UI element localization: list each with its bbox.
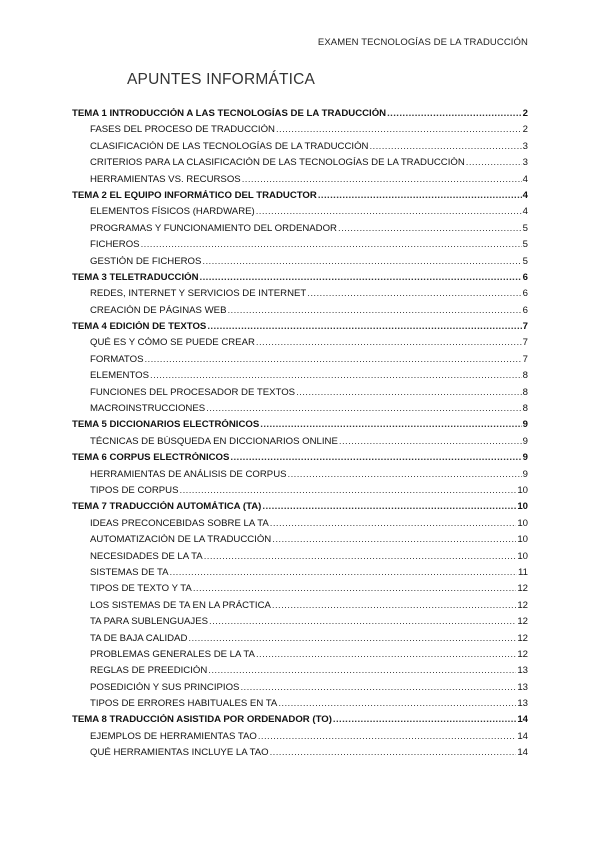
toc-dot-leader xyxy=(260,419,521,430)
toc-entry-label: QUÉ HERRAMIENTAS INCLUYE LA TAO xyxy=(90,747,269,759)
toc-page-number: 12 xyxy=(517,648,528,660)
toc-chapter-entry[interactable] xyxy=(72,190,528,206)
toc-page-number: 12 xyxy=(517,616,528,628)
toc-entry-label: SISTEMAS DE TA xyxy=(90,566,169,578)
toc-section-entry[interactable] xyxy=(72,403,528,419)
toc-page-number: 7 xyxy=(522,321,528,333)
toc-entry-label: TEMA 8 TRADUCCIÓN ASISTIDA POR ORDENADOR (TO) xyxy=(72,714,332,726)
toc-dot-leader xyxy=(240,682,516,693)
toc-page-number: 10 xyxy=(517,534,528,546)
toc-page-number: 6 xyxy=(522,271,528,283)
toc-entry-label: PROGRAMAS Y FUNCIONAMIENTO DEL ORDENADOR xyxy=(90,222,337,234)
toc-entry-label: TA DE BAJA CALIDAD xyxy=(90,632,188,644)
toc-page-number: 4 xyxy=(522,206,528,218)
toc-entry-label: EJEMPLOS DE HERRAMIENTAS TAO xyxy=(90,730,257,742)
toc-dot-leader xyxy=(333,714,516,725)
toc-entry-label: HERRAMIENTAS VS. RECURSOS xyxy=(90,173,241,185)
toc-entry-label: MACROINSTRUCCIONES xyxy=(90,403,206,415)
toc-dot-leader xyxy=(204,551,517,562)
toc-dot-leader xyxy=(180,485,517,496)
toc-chapter-entry[interactable] xyxy=(72,272,528,288)
toc-dot-leader xyxy=(466,157,522,168)
toc-section-entry[interactable] xyxy=(72,256,528,272)
toc-page-number: 5 xyxy=(522,255,528,267)
toc-section-entry[interactable] xyxy=(72,534,528,550)
toc-section-entry[interactable] xyxy=(72,731,528,747)
toc-entry-label: HERRAMIENTAS DE ANÁLISIS DE CORPUS xyxy=(90,468,287,480)
toc-page-number: 3 xyxy=(522,157,528,169)
toc-dot-leader xyxy=(193,583,516,594)
toc-section-entry[interactable] xyxy=(72,223,528,239)
toc-entry-label: TEMA 2 EL EQUIPO INFORMÁTICO DEL TRADUCTOR xyxy=(72,189,317,201)
toc-dot-leader xyxy=(141,239,522,250)
toc-dot-leader xyxy=(200,272,522,283)
toc-dot-leader xyxy=(296,387,522,398)
toc-entry-label: TEMA 3 TELETRADUCCIÓN xyxy=(72,271,199,283)
toc-chapter-entry[interactable] xyxy=(72,452,528,468)
toc-dot-leader xyxy=(318,190,522,201)
toc-entry-label: FICHEROS xyxy=(90,239,140,251)
toc-page-number: 13 xyxy=(517,698,528,710)
toc-page-number: 10 xyxy=(517,501,528,513)
toc-entry-label: FUNCIONES DEL PROCESADOR DE TEXTOS xyxy=(90,386,296,398)
toc-dot-leader xyxy=(242,174,522,185)
toc-section-entry[interactable] xyxy=(72,337,528,353)
toc-dot-leader xyxy=(230,452,521,463)
toc-section-entry[interactable] xyxy=(72,305,528,321)
toc-dot-leader xyxy=(288,469,522,480)
toc-entry-label: TIPOS DE ERRORES HABITUALES EN TA xyxy=(90,698,278,710)
toc-page-number: 2 xyxy=(522,108,528,119)
toc-entry-label: QUÉ ES Y CÓMO SE PUEDE CREAR xyxy=(90,337,255,349)
toc-page-number: 13 xyxy=(517,681,528,693)
running-header: EXAMEN TECNOLOGÍAS DE LA TRADUCCIÓN xyxy=(317,37,528,48)
toc-section-entry[interactable] xyxy=(72,665,528,681)
toc-section-entry[interactable] xyxy=(72,485,528,501)
toc-dot-leader xyxy=(256,206,522,217)
toc-dot-leader xyxy=(369,141,521,152)
toc-chapter-entry[interactable] xyxy=(72,419,528,435)
toc-section-entry[interactable] xyxy=(72,649,528,665)
toc-page-number: 4 xyxy=(522,189,528,201)
toc-page-number: 11 xyxy=(518,566,528,578)
toc-section-entry[interactable] xyxy=(72,747,528,763)
toc-dot-leader xyxy=(339,436,522,447)
toc-page-number: 4 xyxy=(522,173,528,185)
toc-page-number: 6 xyxy=(522,304,528,316)
toc-page-number: 9 xyxy=(522,452,528,464)
toc-section-entry[interactable] xyxy=(72,616,528,632)
toc-entry-label: CRITERIOS PARA LA CLASIFICACIÓN DE LAS TECNOLOGÍAS DE LA TRADUCCIÓN xyxy=(90,157,465,169)
toc-page-number: 14 xyxy=(517,747,528,759)
toc-page-number: 8 xyxy=(522,403,528,415)
toc-entry-label: TIPOS DE CORPUS xyxy=(90,484,179,496)
toc-page-number: 5 xyxy=(522,239,528,251)
table-of-contents xyxy=(72,108,528,764)
toc-page-number: 6 xyxy=(522,288,528,300)
toc-chapter-entry[interactable] xyxy=(72,108,528,124)
toc-dot-leader xyxy=(262,501,516,512)
toc-dot-leader xyxy=(270,518,517,529)
toc-entry-label: GESTIÓN DE FICHEROS xyxy=(90,255,202,267)
toc-dot-leader xyxy=(307,288,521,299)
toc-entry-label: FORMATOS xyxy=(90,353,144,365)
toc-page-number: 7 xyxy=(522,353,528,365)
toc-section-entry[interactable] xyxy=(72,633,528,649)
toc-section-entry[interactable] xyxy=(72,239,528,255)
toc-page-number: 8 xyxy=(522,370,528,382)
toc-page-number: 8 xyxy=(522,386,528,398)
toc-entry-label: CLASIFICACIÓN DE LAS TECNOLOGÍAS DE LA TRADUCCIÓN xyxy=(90,140,369,152)
toc-entry-label: TEMA 1 INTRODUCCIÓN A LAS TECNOLOGÍAS DE LA TRADUCCIÓN xyxy=(72,108,387,119)
toc-dot-leader xyxy=(150,370,522,381)
toc-page-number: 3 xyxy=(522,140,528,152)
toc-entry-label: ELEMENTOS xyxy=(90,370,150,382)
toc-section-entry[interactable] xyxy=(72,518,528,534)
toc-entry-label: CREACIÓN DE PÁGINAS WEB xyxy=(90,304,227,316)
toc-dot-leader xyxy=(227,305,521,316)
toc-section-entry[interactable] xyxy=(72,698,528,714)
toc-section-entry[interactable] xyxy=(72,354,528,370)
toc-dot-leader xyxy=(207,321,521,332)
toc-page-number: 10 xyxy=(517,517,528,529)
toc-page-number: 10 xyxy=(517,550,528,562)
toc-section-entry[interactable] xyxy=(72,174,528,190)
toc-dot-leader xyxy=(272,600,516,611)
toc-dot-leader xyxy=(209,616,516,627)
toc-entry-label: TA PARA SUBLENGUAJES xyxy=(90,616,209,628)
toc-section-entry[interactable] xyxy=(72,469,528,485)
toc-dot-leader xyxy=(170,567,517,578)
toc-section-entry[interactable] xyxy=(72,600,528,616)
toc-section-entry[interactable] xyxy=(72,567,528,583)
toc-dot-leader xyxy=(278,698,516,709)
toc-page-number: 9 xyxy=(522,419,528,431)
toc-entry-label: POSEDICIÓN Y SUS PRINCIPIOS xyxy=(90,681,240,693)
toc-entry-label: FASES DEL PROCESO DE TRADUCCIÓN xyxy=(90,124,275,136)
toc-entry-label: REGLAS DE PREEDICIÓN xyxy=(90,665,208,677)
toc-page-number: 13 xyxy=(517,665,528,677)
toc-dot-leader xyxy=(256,649,516,660)
toc-dot-leader xyxy=(270,747,517,758)
toc-entry-label: PROBLEMAS GENERALES DE LA TA xyxy=(90,648,255,660)
toc-page-number: 5 xyxy=(522,222,528,234)
toc-page-number: 14 xyxy=(517,714,528,726)
toc-page-number: 10 xyxy=(517,484,528,496)
toc-page-number: 2 xyxy=(522,124,528,136)
toc-dot-leader xyxy=(276,124,522,135)
toc-section-entry[interactable] xyxy=(72,124,528,140)
toc-dot-leader xyxy=(188,633,516,644)
toc-entry-label: TEMA 4 EDICIÓN DE TEXTOS xyxy=(72,321,207,333)
toc-section-entry[interactable] xyxy=(72,583,528,599)
toc-entry-label: REDES, INTERNET Y SERVICIOS DE INTERNET xyxy=(90,288,307,300)
toc-chapter-entry[interactable] xyxy=(72,501,528,517)
toc-dot-leader xyxy=(272,534,516,545)
toc-entry-label: TEMA 6 CORPUS ELECTRÓNICOS xyxy=(72,452,230,464)
toc-chapter-entry[interactable] xyxy=(72,714,528,730)
toc-entry-label: LOS SISTEMAS DE TA EN LA PRÁCTICA xyxy=(90,599,271,611)
toc-entry-label: TEMA 7 TRADUCCIÓN AUTOMÁTICA (TA) xyxy=(72,501,262,513)
toc-entry-label: TIPOS DE TEXTO Y TA xyxy=(90,583,192,595)
toc-page-number: 9 xyxy=(522,468,528,480)
toc-entry-label: TEMA 5 DICCIONARIOS ELECTRÓNICOS xyxy=(72,419,260,431)
toc-dot-leader xyxy=(206,403,522,414)
toc-section-entry[interactable] xyxy=(72,551,528,567)
toc-dot-leader xyxy=(387,108,522,119)
toc-dot-leader xyxy=(338,223,522,234)
toc-entry-label: NECESIDADES DE LA TA xyxy=(90,550,203,562)
toc-chapter-entry[interactable] xyxy=(72,321,528,337)
toc-section-entry[interactable] xyxy=(72,387,528,403)
toc-entry-label: IDEAS PRECONCEBIDAS SOBRE LA TA xyxy=(90,517,269,529)
toc-page-number: 9 xyxy=(522,435,528,447)
toc-section-entry[interactable] xyxy=(72,288,528,304)
toc-section-entry[interactable] xyxy=(72,370,528,386)
toc-page-number: 14 xyxy=(517,730,528,742)
toc-dot-leader xyxy=(258,731,516,742)
toc-dot-leader xyxy=(144,354,521,365)
toc-section-entry[interactable] xyxy=(72,157,528,173)
toc-section-entry[interactable] xyxy=(72,206,528,222)
toc-dot-leader xyxy=(208,665,516,676)
toc-entry-label: ELEMENTOS FÍSICOS (HARDWARE) xyxy=(90,206,255,218)
toc-page-number: 12 xyxy=(517,583,528,595)
toc-entry-label: TÉCNICAS DE BÚSQUEDA EN DICCIONARIOS ONLINE xyxy=(90,435,338,447)
document-title: APUNTES INFORMÁTICA xyxy=(127,71,316,88)
toc-section-entry[interactable] xyxy=(72,682,528,698)
toc-dot-leader xyxy=(256,337,522,348)
toc-dot-leader xyxy=(202,256,521,267)
toc-section-entry[interactable] xyxy=(72,141,528,157)
toc-section-entry[interactable] xyxy=(72,436,528,452)
toc-page-number: 12 xyxy=(517,632,528,644)
toc-entry-label: AUTOMATIZACIÓN DE LA TRADUCCIÓN xyxy=(90,534,272,546)
toc-page-number: 12 xyxy=(517,599,528,611)
toc-page-number: 7 xyxy=(522,337,528,349)
